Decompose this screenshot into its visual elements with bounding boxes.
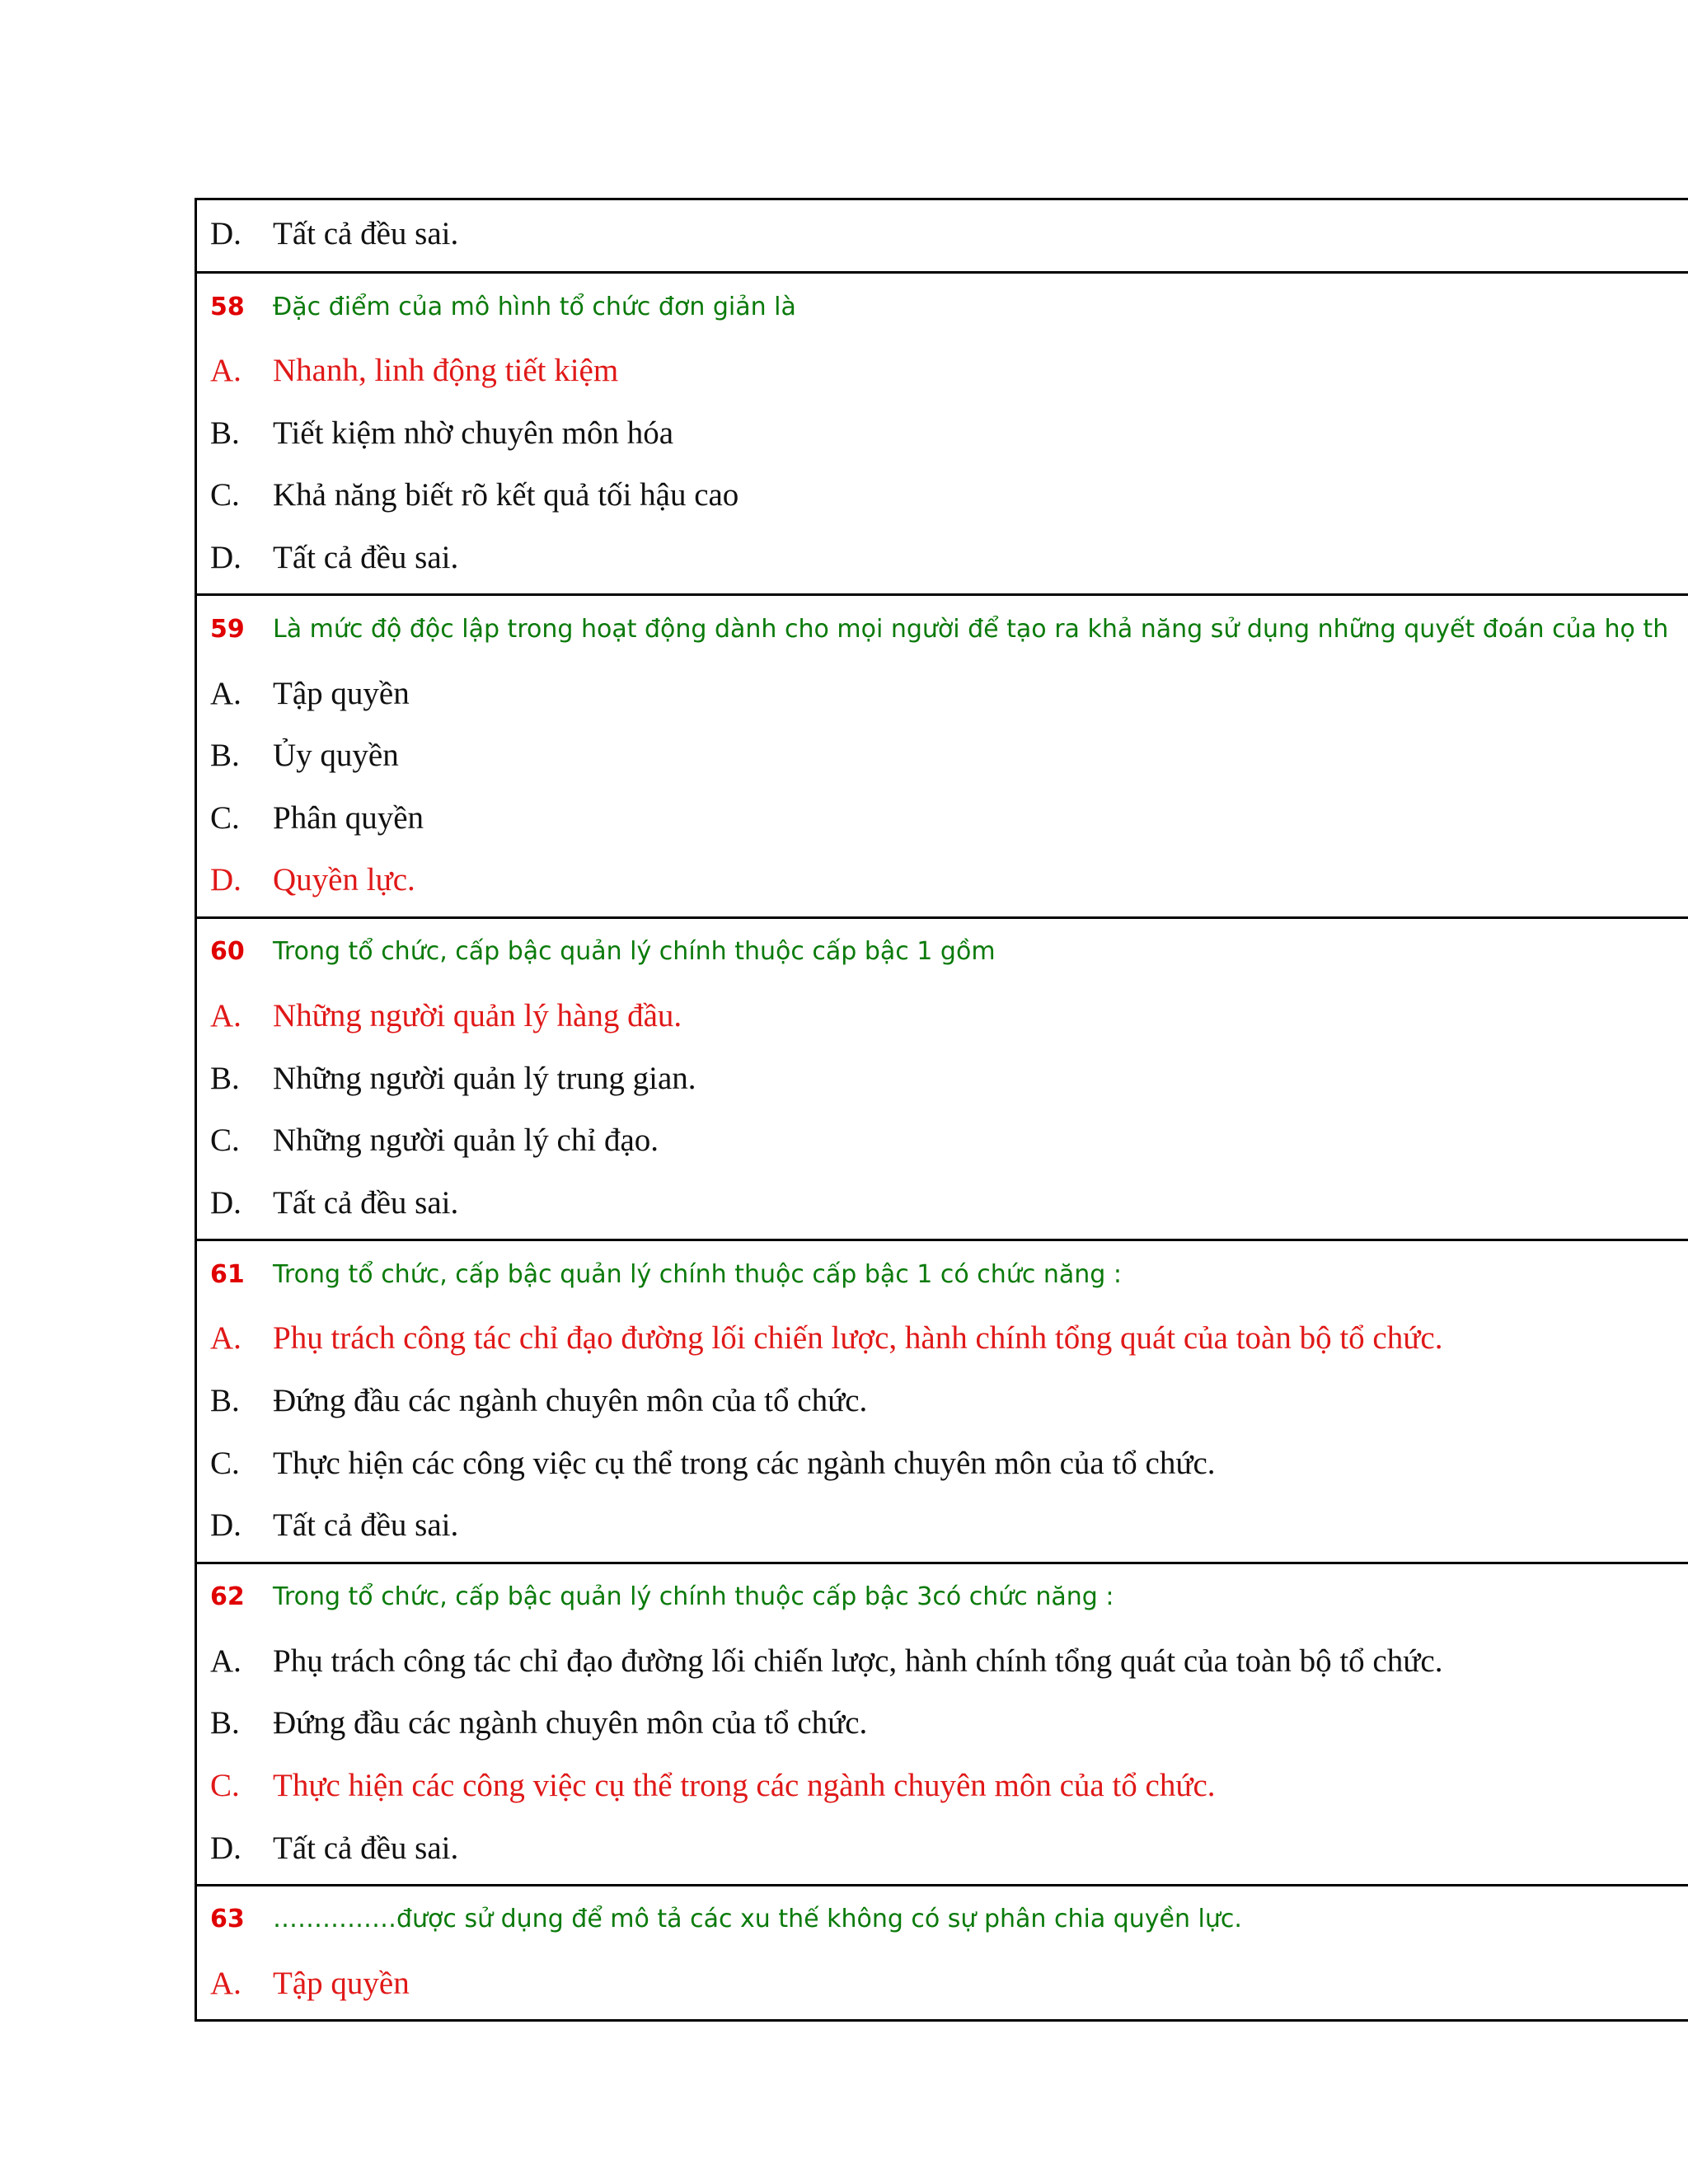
option-text: Những người quản lý hàng đầu. [273, 998, 682, 1034]
answer-option [197, 1816, 1688, 1879]
option-text: Những người quản lý chỉ đạo. [273, 1122, 659, 1159]
answer-option [197, 1630, 1688, 1693]
option-text: Tất cả đều sai. [273, 1184, 459, 1221]
answer-option [197, 1370, 1688, 1432]
answer-option [197, 1047, 1688, 1109]
answer-option [197, 1494, 1688, 1557]
option-letter: A. [210, 1966, 241, 2002]
quiz-table [195, 198, 1688, 2022]
option-letter: B. [210, 1383, 240, 1419]
option-text: Tập quyền [273, 675, 410, 711]
answer-option [197, 1109, 1688, 1172]
answer-option [197, 402, 1688, 465]
question-block [197, 1886, 1688, 2022]
answer-option-correct [197, 985, 1688, 1047]
answer-option [197, 1692, 1688, 1755]
option-text: Tất cả đều sai. [273, 540, 459, 576]
option-letter: B. [210, 415, 240, 451]
question-text: Trong tổ chức, cấp bậc quản lý chính thuộc cấp bậc 1 gồm [273, 937, 996, 967]
answer-option-correct [197, 1952, 1688, 2015]
answer-option [197, 464, 1688, 527]
option-text: Tiết kiệm nhờ chuyên môn hóa [273, 415, 674, 451]
option-text: Khả năng biết rõ kết quả tối hậu cao [273, 477, 739, 513]
answer-option-correct [197, 340, 1688, 402]
option-letter: A. [210, 1320, 241, 1357]
question-block [197, 919, 1688, 1241]
question-block [197, 1564, 1688, 1886]
question-block [197, 274, 1688, 596]
answer-option [197, 200, 1688, 266]
answer-option-correct [197, 1755, 1688, 1817]
option-text: Tất cả đều sai. [273, 1830, 459, 1866]
question-header [197, 274, 1688, 340]
question-header [197, 1564, 1688, 1630]
question-number: 61 [210, 1259, 245, 1289]
option-letter: C. [210, 799, 240, 836]
answer-option-correct [197, 1307, 1688, 1370]
option-letter: D. [210, 1184, 241, 1221]
question-header [197, 596, 1688, 662]
question-number: 63 [210, 1905, 245, 1934]
option-text: Nhanh, linh động tiết kiệm [273, 353, 619, 389]
option-letter: B. [210, 1060, 240, 1096]
question-header [197, 1886, 1688, 1952]
question-text: Trong tổ chức, cấp bậc quản lý chính thuộc cấp bậc 3có chức năng : [273, 1582, 1114, 1611]
option-text: Đứng đầu các ngành chuyên môn của tổ chức. [273, 1705, 868, 1741]
option-letter: A. [210, 998, 241, 1034]
answer-option [197, 1172, 1688, 1235]
question-text: ……………được sử dụng để mô tả các xu thế không có sự phân chia quyền lực. [273, 1905, 1242, 1934]
option-letter: A. [210, 353, 241, 389]
question-text: Trong tổ chức, cấp bậc quản lý chính thuộc cấp bậc 1 có chức năng : [273, 1259, 1122, 1289]
answer-option-correct [197, 849, 1688, 912]
option-letter: B. [210, 1705, 240, 1741]
answer-option [197, 724, 1688, 787]
option-text: Tập quyền [273, 1966, 410, 2002]
answer-option [197, 1432, 1688, 1494]
option-letter: C. [210, 477, 240, 513]
option-letter: D. [210, 862, 241, 898]
option-text: Thực hiện các công việc cụ thể trong các ngành chuyên môn của tổ chức. [273, 1445, 1216, 1481]
option-letter: C. [210, 1445, 240, 1481]
answer-option [197, 787, 1688, 850]
question-header [197, 919, 1688, 985]
option-letter: A. [210, 675, 241, 711]
option-text: Ủy quyền [273, 738, 399, 774]
option-letter: C. [210, 1767, 240, 1803]
option-text: Quyền lực. [273, 862, 415, 898]
option-text: Tất cả đều sai. [273, 215, 459, 251]
question-text: Là mức độ độc lập trong hoạt động dành cho mọi người để tạo ra khả năng sử dụng những quyết đoán của họ th [273, 614, 1669, 644]
option-text: Những người quản lý trung gian. [273, 1060, 696, 1096]
question-number: 60 [210, 937, 245, 967]
question-number: 62 [210, 1582, 245, 1611]
question-block [197, 1241, 1688, 1563]
option-text: Phụ trách công tác chỉ đạo đường lối chiến lược, hành chính tổng quát của toàn bộ tổ chức. [273, 1643, 1443, 1679]
question-block-continued [197, 200, 1688, 274]
option-letter: D. [210, 1830, 241, 1866]
question-block [197, 596, 1688, 918]
question-number: 58 [210, 292, 245, 321]
option-letter: C. [210, 1122, 240, 1159]
option-text: Phụ trách công tác chỉ đạo đường lối chiến lược, hành chính tổng quát của toàn bộ tổ chức. [273, 1320, 1443, 1357]
question-text: Đặc điểm của mô hình tổ chức đơn giản là [273, 292, 796, 321]
option-letter: A. [210, 1643, 241, 1679]
option-text: Thực hiện các công việc cụ thể trong các ngành chuyên môn của tổ chức. [273, 1767, 1216, 1803]
option-text: Phân quyền [273, 799, 424, 836]
option-text: Tất cả đều sai. [273, 1507, 459, 1544]
option-letter: D. [210, 1507, 241, 1544]
answer-option [197, 527, 1688, 589]
option-letter: B. [210, 738, 240, 774]
question-number: 59 [210, 614, 245, 644]
option-text: Đứng đầu các ngành chuyên môn của tổ chức. [273, 1383, 868, 1419]
option-letter: D. [210, 215, 241, 251]
answer-option [197, 662, 1688, 724]
question-header [197, 1241, 1688, 1307]
option-letter: D. [210, 540, 241, 576]
